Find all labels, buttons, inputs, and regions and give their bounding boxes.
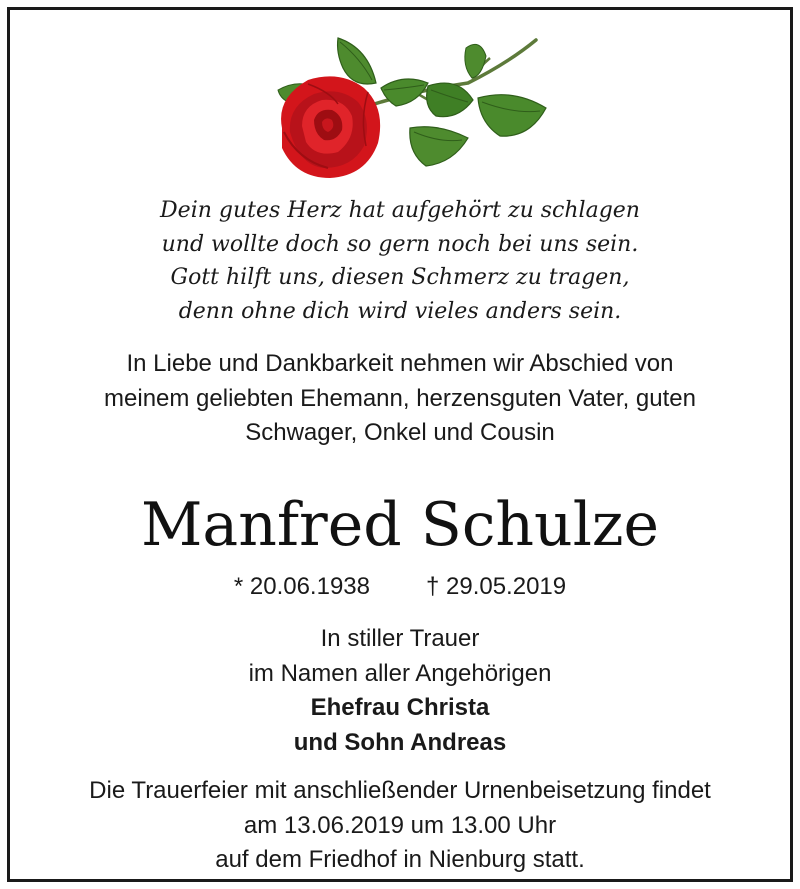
mourners-line: In stiller Trauer [320, 625, 480, 652]
obituary-notice [7, 7, 793, 882]
intro-line: Schwager, Onkel und Cousin [245, 419, 555, 446]
mourner-name: und Sohn Andreas [293, 728, 507, 756]
mourner-name: Ehefrau Christa [310, 694, 490, 721]
service-line: am 13.06.2019 um 13.00 Uhr [243, 811, 557, 839]
intro-line: In Liebe und Dankbarkeit nehmen wir Abschied von [126, 350, 674, 377]
service-line: auf dem Friedhof in Nienburg statt. [215, 846, 585, 873]
service-line: Die Trauerfeier mit anschließender Urnenbeisetzung findet [89, 777, 711, 804]
mourners [10, 622, 790, 760]
poem-line: und wollte doch so gern noch bei uns sein. [161, 231, 639, 257]
birth-date: * 20.06.1938 [233, 573, 370, 600]
mourners-line: im Namen aller Angehörigen [248, 659, 552, 687]
farewell-intro [10, 347, 790, 451]
deceased-name: Manfred Schulze [140, 490, 660, 560]
poem-line: denn ohne dich wird vieles anders sein. [178, 298, 622, 324]
death-date: † 29.05.2019 [425, 573, 567, 600]
intro-line: meinem geliebten Ehemann, herzensguten Vater, guten [104, 384, 696, 412]
poem-line: Dein gutes Herz hat aufgehört zu schlagen [160, 198, 640, 223]
funeral-service-info [10, 774, 790, 878]
poem-line: Gott hilft uns, diesen Schmerz zu tragen, [170, 265, 630, 290]
life-dates [10, 571, 790, 603]
poem [10, 194, 790, 328]
red-rose-icon [268, 28, 548, 188]
